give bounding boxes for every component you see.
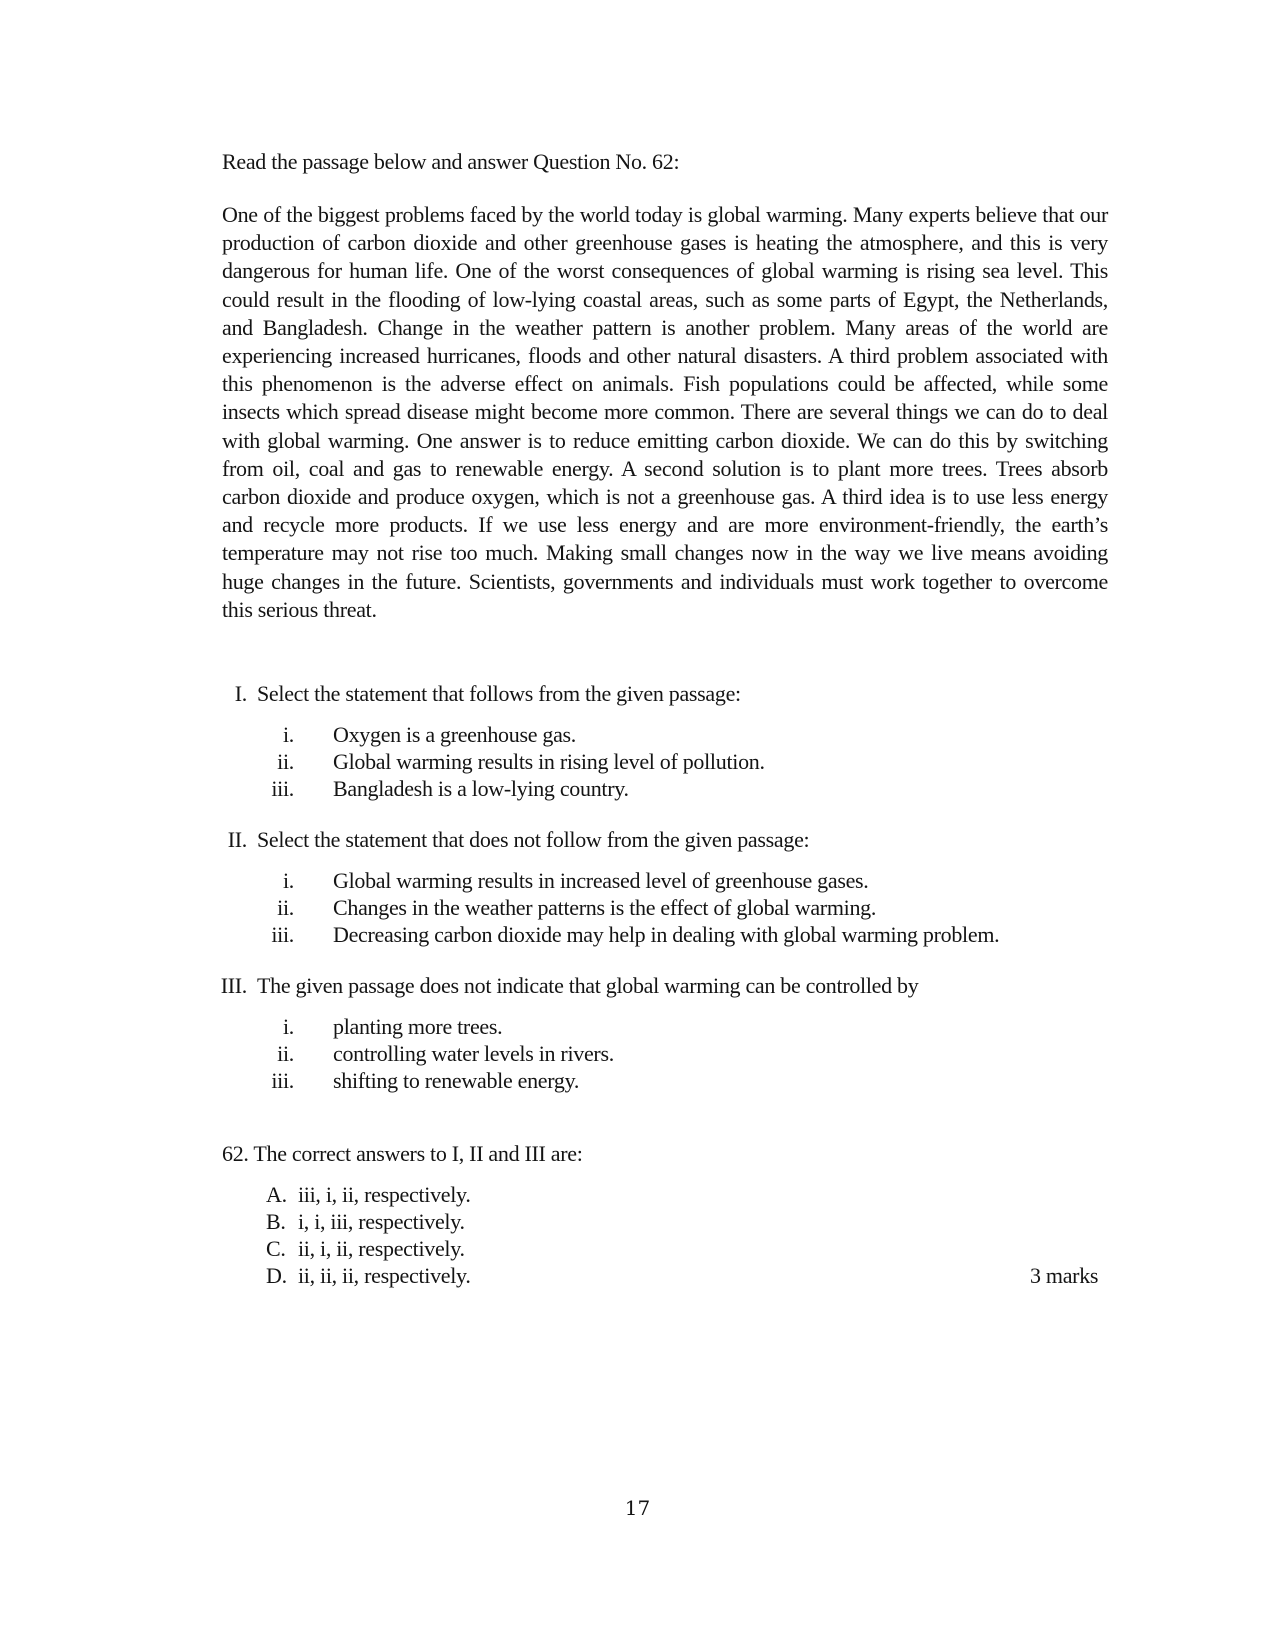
option-text: Global warming results in increased level of greenhouse gases. bbox=[333, 868, 869, 893]
question-text: Select the statement that follows from the given passage: bbox=[257, 681, 741, 706]
option-number: i. bbox=[282, 722, 294, 747]
option-number: ii. bbox=[277, 1041, 294, 1066]
reading-passage: One of the biggest problems faced by the world today is global warming. Many experts believe that our production of carbon dioxide and other greenhouse gases is heating the atmosphere, and this is very dangerous for human life. One of the worst consequences of global warming is rising sea level. This could result in the flooding of low-lying coastal areas, such as some parts of Egypt, the Netherlands, and Bangladesh. Change in the weather pattern is another problem. Many areas of the world are experiencing increased hurricanes, floods and other natural disasters. A third problem associated with this phenomenon is the adverse effect on animals. Fish populations could be affected, while some insects which spread disease might become more common. There are several things we can do to deal with global warming. One answer is to reduce emitting carbon dioxide. We can do this by switching from oil, coal and gas to renewable energy. A second solution is to plant more trees. Trees absorb carbon dioxide and produce oxygen, which is not a greenhouse gas. A third idea is to use less energy and recycle more products. If we use less energy and are more environment-friendly, the earth’s temperature may not rise too much. Making small changes now in the way we live means avoiding huge changes in the future. Scientists, governments and individuals must work together to overcome this serious threat. bbox=[222, 202, 1108, 622]
passage-instruction: Read the passage below and answer Question No. 62: bbox=[222, 149, 680, 174]
answer-letter: A. bbox=[266, 1182, 287, 1207]
question-number: III. bbox=[220, 973, 247, 998]
answer-text: ii, ii, ii, respectively. bbox=[298, 1263, 471, 1288]
answer-option-b bbox=[266, 1208, 465, 1236]
answer-option-c bbox=[266, 1235, 465, 1263]
marks-label: 3 marks bbox=[1030, 1263, 1099, 1288]
option-number: ii. bbox=[277, 895, 294, 920]
question-text: Select the statement that does not follow from the given passage: bbox=[257, 827, 810, 852]
question-text: The given passage does not indicate that global warming can be controlled by bbox=[257, 973, 919, 998]
option-text: Changes in the weather patterns is the effect of global warming. bbox=[333, 895, 877, 920]
option-text: controlling water levels in rivers. bbox=[333, 1041, 614, 1066]
question-number: II. bbox=[227, 827, 247, 852]
option-number: iii. bbox=[271, 776, 294, 801]
option-number: ii. bbox=[277, 749, 294, 774]
answer-option-a bbox=[266, 1181, 471, 1209]
question-62-text: 62. The correct answers to I, II and III are: bbox=[222, 1141, 583, 1166]
answer-letter: C. bbox=[266, 1236, 286, 1261]
page-number: 17 bbox=[624, 1496, 651, 1520]
answer-letter: B. bbox=[266, 1209, 286, 1234]
option-text: Bangladesh is a low-lying country. bbox=[333, 776, 629, 801]
answer-letter: D. bbox=[266, 1263, 287, 1288]
option-number: iii. bbox=[271, 1068, 294, 1093]
option-text: Global warming results in rising level of pollution. bbox=[333, 749, 765, 774]
option-text: Decreasing carbon dioxide may help in dealing with global warming problem. bbox=[333, 922, 1000, 947]
answer-text: iii, i, ii, respectively. bbox=[298, 1182, 471, 1207]
option-text: Oxygen is a greenhouse gas. bbox=[333, 722, 576, 747]
answer-option-d bbox=[266, 1262, 471, 1290]
option-text: planting more trees. bbox=[333, 1014, 503, 1039]
answer-text: ii, i, ii, respectively. bbox=[298, 1236, 465, 1261]
option-text: shifting to renewable energy. bbox=[333, 1068, 580, 1093]
answer-text: i, i, iii, respectively. bbox=[298, 1209, 465, 1234]
option-number: iii. bbox=[271, 922, 294, 947]
option-number: i. bbox=[282, 1014, 294, 1039]
question-number: I. bbox=[234, 681, 247, 706]
option-number: i. bbox=[282, 868, 294, 893]
